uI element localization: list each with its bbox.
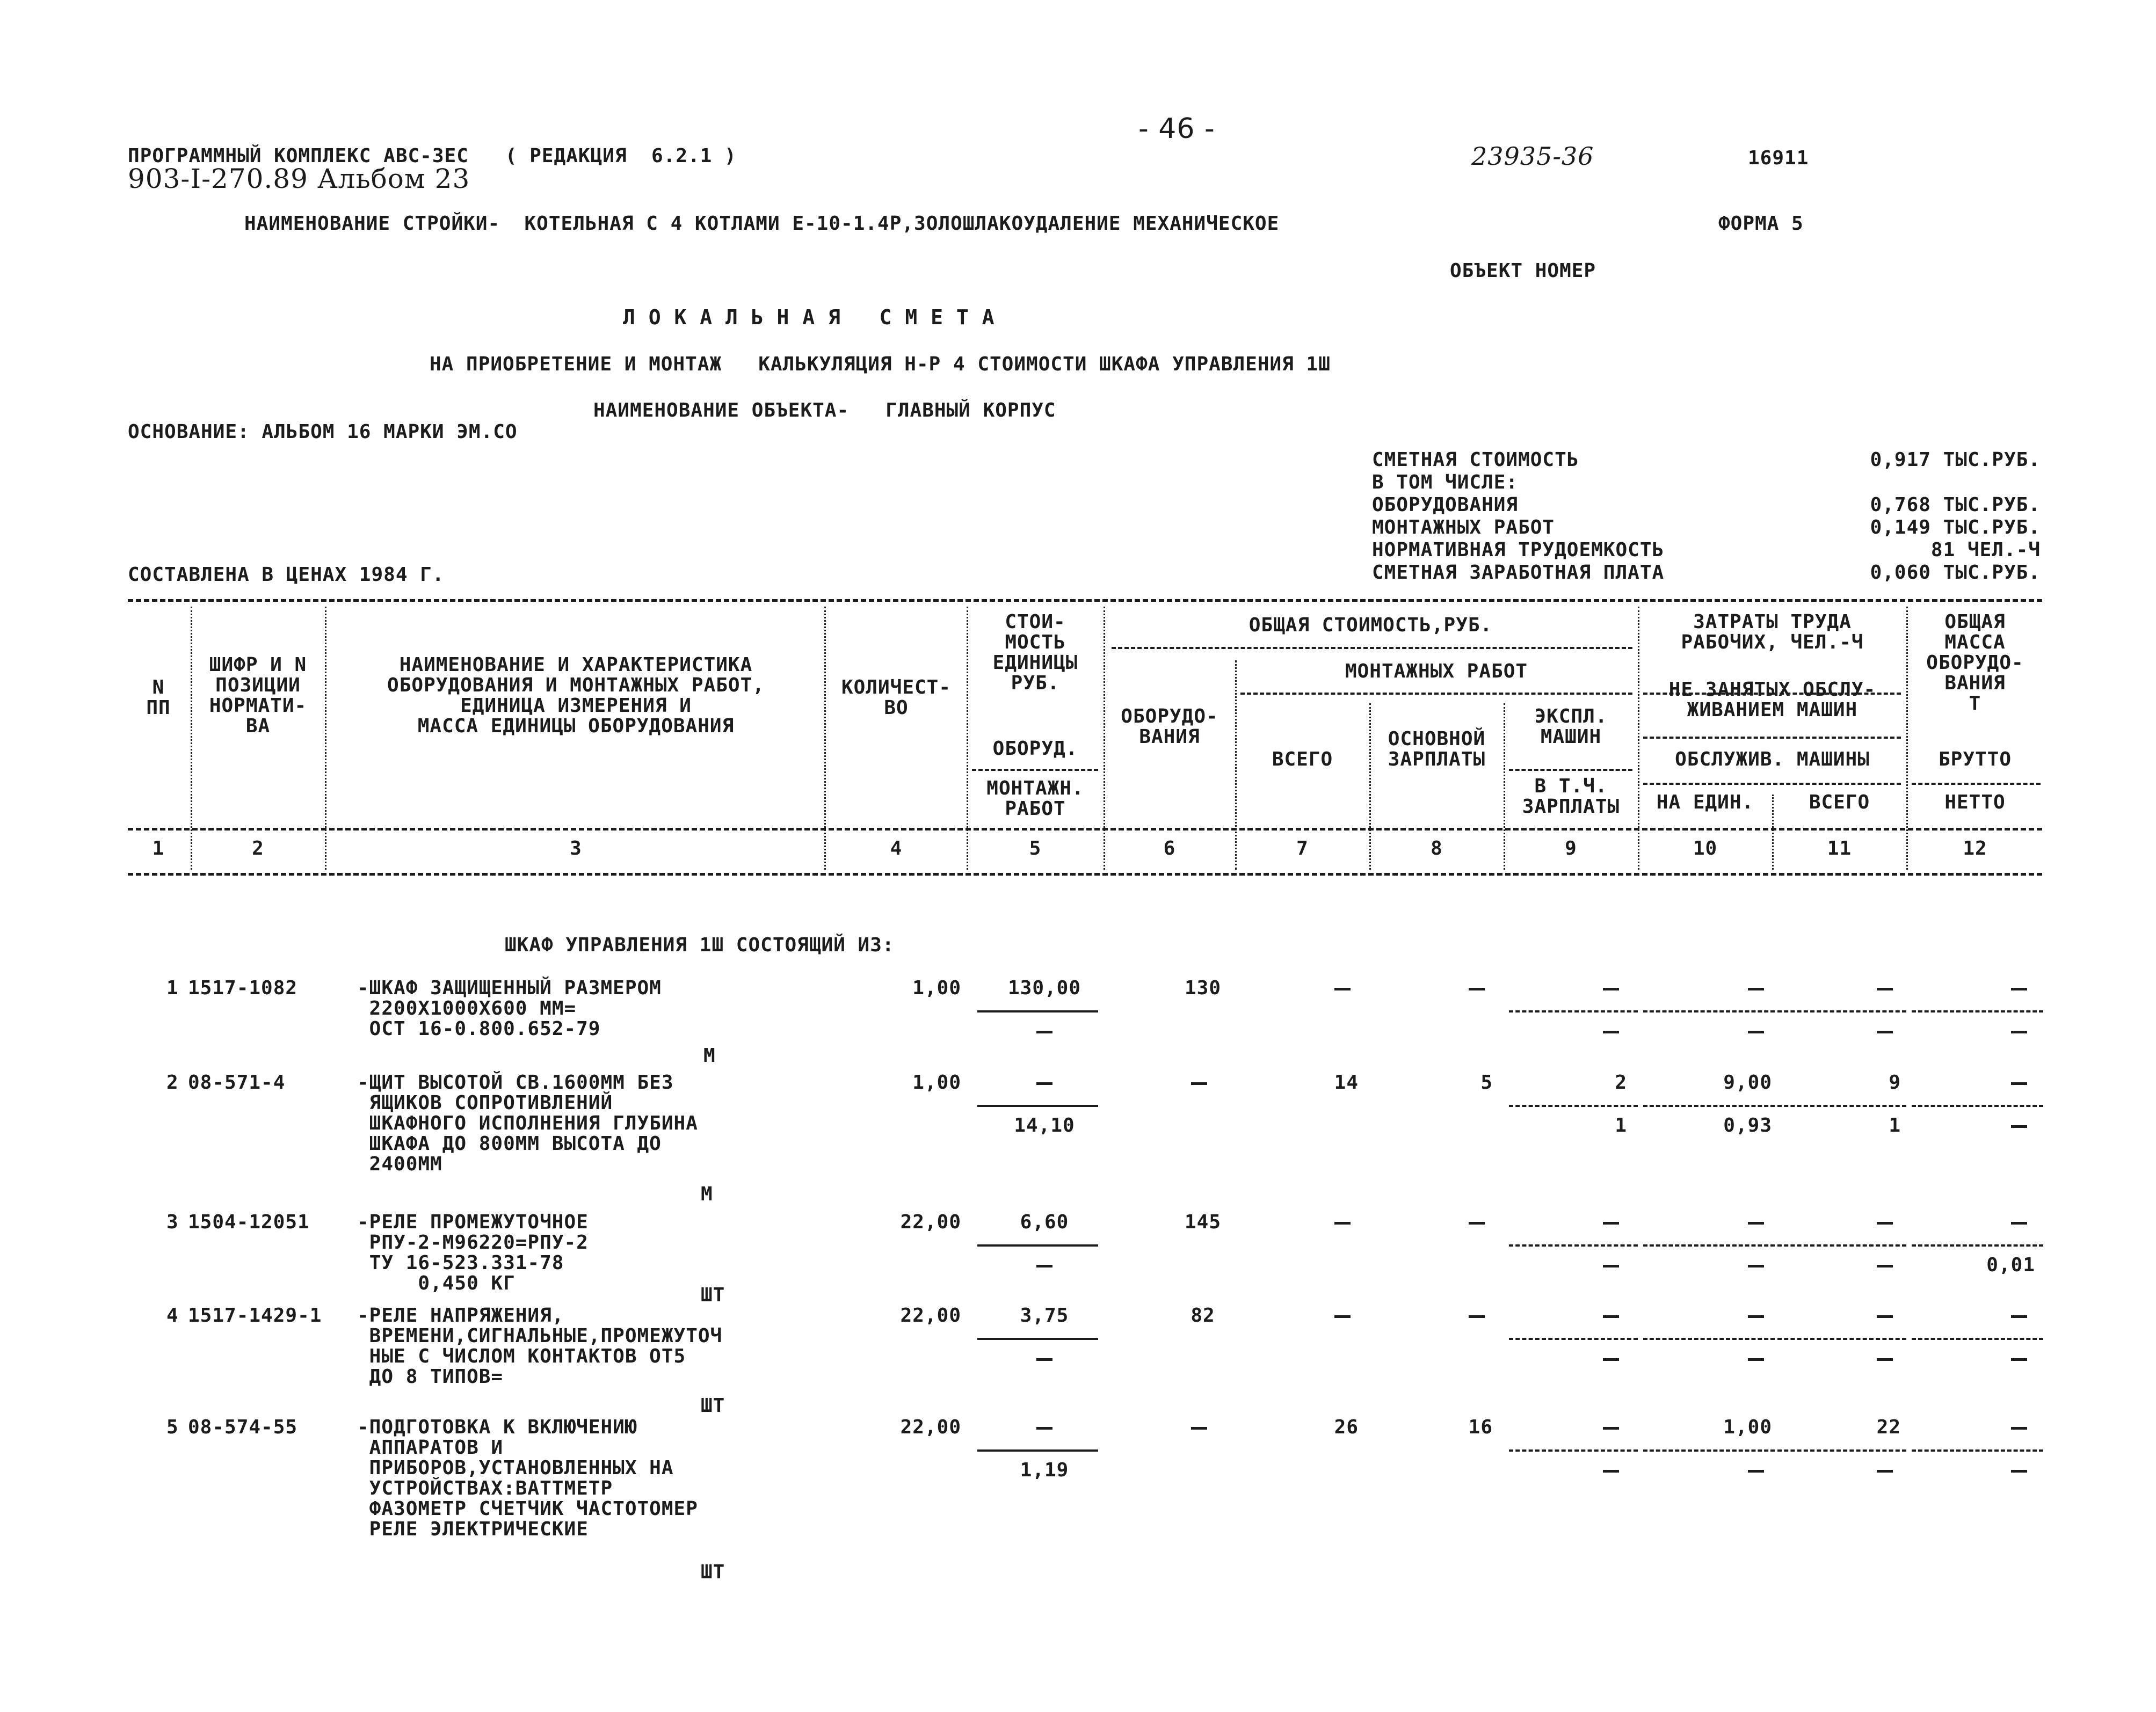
header-group-labor: ЗАТРАТЫ ТРУДА РАБОЧИХ, ЧЕЛ.-Ч (1681, 611, 1864, 653)
row-labor-machine-total-dash (1877, 1358, 1893, 1361)
row-mass-gross-dash (2011, 988, 2027, 990)
subheader-rule (1912, 783, 2041, 785)
row-mass-gross-dash (2011, 1315, 2027, 1318)
col-number: 3 (570, 837, 582, 859)
row-code: 1517-1429-1 (188, 1305, 322, 1327)
row-mass-net-dash (2011, 1125, 2027, 1128)
row-labor-unit-dash (1748, 1315, 1764, 1318)
row-mass-net-dash (2011, 1358, 2027, 1361)
document-title: Л О К А Л Ь Н А Я С М Е Т А (623, 305, 995, 329)
row-labor-machine-unit-dash (1748, 1470, 1764, 1473)
row-mass-gross-dash (2011, 1222, 2027, 1225)
row-description: -РЕЛЕ НАПРЯЖЕНИЯ, ВРЕМЕНИ,СИГНАЛЬНЫЕ,ПРОМЕЖУТОЧ НЫЕ С ЧИСЛОМ КОНТАКТОВ ОТ5 ДО 8 ТИПОВ= (357, 1305, 723, 1388)
row-labor-machine-total-dash (1877, 1031, 1893, 1033)
row-description: -ПОДГОТОВКА К ВКЛЮЧЕНИЮ АППАРАТОВ И ПРИБОРОВ,УСТАНОВЛЕННЫХ НА УСТРОЙСТВАХ:ВАТТМЕТР ФАЗОМЕТР СЧЕТЧИК ЧАСТОТОМЕР РЕЛЕ ЭЛЕКТРИЧЕСКИЕ (357, 1416, 698, 1540)
col-number: 11 (1827, 837, 1852, 859)
row-machine-operation-dash (1603, 1315, 1619, 1318)
row-subdivider (1912, 1449, 2043, 1452)
column-number-rule (128, 873, 2042, 876)
row-labor-machine-total-dash (1877, 1470, 1893, 1473)
row-labor-machine-total-dash (1877, 1265, 1893, 1267)
row-machine-salary: 1 (1615, 1114, 1627, 1137)
object-name: НАИМЕНОВАНИЕ ОБЪЕКТА- ГЛАВНЫЙ КОРПУС (593, 399, 1056, 421)
basis-line: ОСНОВАНИЕ: АЛЬБОМ 16 МАРКИ ЭМ.СО (128, 421, 518, 443)
row-price-divider (977, 1010, 1098, 1012)
page-number: - 46 - (1138, 113, 1215, 145)
program-line: ПРОГРАММНЫЙ КОМПЛЕКС АВС-3ЕС ( РЕДАКЦИЯ 6.2.1 ) (128, 145, 737, 167)
summary-value: 0,060 ТЫС.РУБ. (1870, 562, 2041, 584)
row-price-mounting-dash (1036, 1031, 1052, 1033)
row-labor-unit: 1,00 (1723, 1416, 1772, 1438)
row-machine-salary-dash (1603, 1265, 1619, 1267)
col-number: 2 (252, 837, 264, 859)
row-subdivider (1643, 1010, 1775, 1012)
column-divider (191, 607, 192, 870)
row-price-equipment-dash (1036, 1082, 1052, 1085)
row-mass-net-dash (2011, 1470, 2027, 1473)
subheader-rule (1509, 769, 1632, 771)
subheader-rule (1643, 737, 1901, 739)
row-quantity: 1,00 (912, 1072, 961, 1094)
header-col1: N ПП (146, 676, 171, 719)
header-col5-mid: ОБОРУД. (992, 738, 1078, 760)
header-bottom-rule (128, 828, 2042, 830)
header-col12-top: ОБЩАЯ МАССА ОБОРУДО- ВАНИЯ Т (1926, 611, 2024, 715)
form-label: ФОРМА 5 (1718, 213, 1804, 235)
row-labor-total-dash (1877, 1315, 1893, 1318)
row-price-equipment-dash (1036, 1427, 1052, 1430)
row-subdivider (1509, 1105, 1638, 1107)
row-number: 3 (166, 1211, 179, 1233)
row-machine-salary-dash (1603, 1470, 1619, 1473)
row-labor-total-dash (1877, 1222, 1893, 1225)
header-col11: ВСЕГО (1809, 791, 1870, 813)
row-labor-machine-total: 1 (1889, 1114, 1901, 1137)
row-equipment-cost: 145 (1184, 1211, 1222, 1233)
row-price-equipment: 6,60 (1020, 1211, 1069, 1233)
row-equipment-cost: 82 (1190, 1305, 1215, 1327)
row-unit: ШТ (701, 1395, 725, 1417)
row-description: -ЩИТ ВЫСОТОЙ СВ.1600ММ БЕЗ ЯЩИКОВ СОПРОТИВЛЕНИЙ ШКАФНОГО ИСПОЛНЕНИЯ ГЛУБИНА ШКАФА ДО 800ММ ВЫСОТА ДО 2400ММ (357, 1072, 698, 1175)
row-subdivider (1643, 1338, 1775, 1340)
header-col5-top: СТОИ- МОСТЬ ЕДИНИЦЫ РУБ. (992, 611, 1078, 694)
row-unit: ШТ (701, 1284, 725, 1306)
row-price-divider (977, 1244, 1098, 1247)
row-base-salary: 5 (1480, 1072, 1493, 1094)
row-labor-machine-unit-dash (1748, 1031, 1764, 1033)
summary-value: 0,149 ТЫС.РУБ. (1870, 516, 2041, 538)
summary-value: 0,917 ТЫС.РУБ. (1870, 449, 2041, 471)
row-subdivider (1777, 1105, 1906, 1107)
row-subdivider (1509, 1010, 1638, 1012)
row-subdivider (1777, 1244, 1906, 1247)
document-subtitle: НА ПРИОБРЕТЕНИЕ И МОНТАЖ КАЛЬКУЛЯЦИЯ Н-Р 4 СТОИМОСТИ ШКАФА УПРАВЛЕНИЯ 1Ш (430, 353, 1331, 375)
header-labor-sub: НЕ ЗАНЯТЫХ ОБСЛУ- ЖИВАНИЕМ МАШИН (1668, 679, 1876, 721)
row-subdivider (1912, 1338, 2043, 1340)
row-mounting-total-dash (1334, 1315, 1351, 1318)
row-base-salary-dash (1469, 1222, 1485, 1225)
row-equipment-dash (1191, 1427, 1207, 1430)
subheader-rule (972, 769, 1098, 771)
subheader-rule (1112, 647, 1632, 649)
row-price-divider (977, 1338, 1098, 1340)
row-labor-machine-unit-dash (1748, 1265, 1764, 1267)
header-col8: ОСНОВНОЙ ЗАРПЛАТЫ (1388, 728, 1486, 770)
row-base-salary-dash (1469, 1315, 1485, 1318)
row-subdivider (1643, 1244, 1775, 1247)
row-labor-machine-unit-dash (1748, 1358, 1764, 1361)
col-number: 12 (1963, 837, 1987, 859)
summary-label: СМЕТНАЯ ЗАРАБОТНАЯ ПЛАТА (1372, 562, 1665, 584)
row-labor-total-dash (1877, 988, 1893, 990)
col-number: 9 (1565, 837, 1577, 859)
col-number: 10 (1693, 837, 1718, 859)
doc-code: 16911 (1748, 147, 1809, 169)
subheader-rule (1240, 693, 1632, 695)
row-subdivider (1643, 1105, 1775, 1107)
row-subdivider (1509, 1244, 1638, 1247)
compiled-line: СОСТАВЛЕНА В ЦЕНАХ 1984 Г. (128, 564, 445, 586)
row-mass-gross-dash (2011, 1427, 2027, 1430)
header-col2: ШИФР И N ПОЗИЦИИ НОРМАТИ- ВА (209, 654, 307, 737)
header-col10: НА ЕДИН. (1656, 791, 1754, 813)
table-top-rule (128, 599, 2042, 602)
subheader-rule (1643, 783, 1901, 785)
summary-label: МОНТАЖНЫХ РАБОТ (1372, 516, 1555, 538)
row-quantity: 22,00 (900, 1305, 961, 1327)
row-subdivider (1912, 1244, 2043, 1247)
row-number: 5 (166, 1416, 179, 1438)
header-col9-bot: В Т.Ч. ЗАРПЛАТЫ (1522, 775, 1620, 818)
header-col7: ВСЕГО (1272, 748, 1333, 770)
row-subdivider (1509, 1338, 1638, 1340)
col-number: 8 (1431, 837, 1443, 859)
row-quantity: 22,00 (900, 1211, 961, 1233)
row-equipment-cost: 130 (1184, 977, 1222, 999)
header-col9-top: ЭКСПЛ. МАШИН (1534, 705, 1608, 748)
row-price-equipment: 3,75 (1020, 1305, 1069, 1327)
row-mass-gross-dash (2011, 1082, 2027, 1085)
header-col3: НАИМЕНОВАНИЕ И ХАРАКТЕРИСТИКА ОБОРУДОВАНИЯ И МОНТАЖНЫХ РАБОТ, ЕДИНИЦА ИЗМЕРЕНИЯ И МАССА ЕДИНИЦЫ ОБОРУДОВАНИЯ (387, 654, 765, 737)
row-subdivider (1912, 1105, 2043, 1107)
col-number: 5 (1029, 837, 1042, 859)
row-mounting-total: 14 (1334, 1072, 1359, 1094)
summary-label: ОБОРУДОВАНИЯ (1372, 494, 1519, 516)
row-number: 2 (166, 1072, 179, 1094)
row-machine-operation: 2 (1615, 1072, 1627, 1094)
row-machine-salary-dash (1603, 1358, 1619, 1361)
col-number: 6 (1163, 837, 1176, 859)
row-price-mounting-dash (1036, 1358, 1052, 1361)
row-subdivider (1509, 1449, 1638, 1452)
row-labor-total: 22 (1876, 1416, 1901, 1438)
row-description: -ШКАФ ЗАЩИЩЕННЫЙ РАЗМЕРОМ 2200Х1000Х600 ММ= ОСТ 16-0.800.652-79 (357, 977, 662, 1040)
row-description: -РЕЛЕ ПРОМЕЖУТОЧНОЕ РПУ-2-М96220=РПУ-2 ТУ 16-523.331-78 0,450 КГ (357, 1211, 589, 1294)
row-unit: М (703, 1045, 716, 1067)
summary-label: СМЕТНАЯ СТОИМОСТЬ (1372, 449, 1579, 471)
row-quantity: 1,00 (912, 977, 961, 999)
column-divider (824, 607, 826, 870)
row-labor-unit-dash (1748, 1222, 1764, 1225)
row-code: 08-571-4 (188, 1072, 286, 1094)
row-machine-operation-dash (1603, 988, 1619, 990)
row-base-salary-dash (1469, 988, 1485, 990)
col-number: 1 (152, 837, 165, 859)
row-mass-net: 0,01 (1986, 1254, 2035, 1276)
section-title: ШКАФ УПРАВЛЕНИЯ 1Ш СОСТОЯЩИЙ ИЗ: (505, 934, 895, 956)
row-labor-machine-unit: 0,93 (1723, 1114, 1772, 1137)
header-col4: КОЛИЧЕСТ- ВО (841, 676, 952, 719)
row-equipment-dash (1191, 1082, 1207, 1085)
summary-value: 0,768 ТЫС.РУБ. (1870, 494, 2041, 516)
row-price-equipment: 130,00 (1007, 977, 1081, 999)
summary-label: В ТОМ ЧИСЛЕ: (1372, 471, 1519, 493)
construction-line: НАИМЕНОВАНИЕ СТРОЙКИ- КОТЕЛЬНАЯ С 4 КОТЛАМИ Е-10-1.4Р,ЗОЛОШЛАКОУДАЛЕНИЕ МЕХАНИЧЕСКОЕ (244, 213, 1280, 235)
row-base-salary: 16 (1468, 1416, 1493, 1438)
object-label: ОБЪЕКТ НОМЕР (1450, 260, 1596, 282)
column-divider (325, 607, 326, 870)
row-code: 08-574-55 (188, 1416, 298, 1438)
header-col6: ОБОРУДО- ВАНИЯ (1121, 705, 1218, 748)
row-subdivider (1777, 1010, 1906, 1012)
row-number: 4 (166, 1305, 179, 1327)
row-mounting-total: 26 (1334, 1416, 1359, 1438)
header-labor-sub2: ОБСЛУЖИВ. МАШИНЫ (1675, 748, 1870, 770)
row-labor-total: 9 (1889, 1072, 1901, 1094)
row-price-mounting: 14,10 (1014, 1114, 1075, 1137)
row-code: 1517-1082 (188, 977, 298, 999)
row-machine-operation-dash (1603, 1427, 1619, 1430)
row-price-divider (977, 1449, 1098, 1452)
row-code: 1504-12051 (188, 1211, 310, 1233)
row-quantity: 22,00 (900, 1416, 961, 1438)
row-subdivider (1643, 1449, 1775, 1452)
row-machine-operation-dash (1603, 1222, 1619, 1225)
header-col5-bot: МОНТАЖН. РАБОТ (986, 777, 1084, 820)
row-price-mounting-dash (1036, 1265, 1052, 1267)
row-unit: ШТ (701, 1561, 725, 1583)
row-labor-unit: 9,00 (1723, 1072, 1772, 1094)
header-group-mont: МОНТАЖНЫХ РАБОТ (1345, 660, 1528, 682)
row-mounting-total-dash (1334, 1222, 1351, 1225)
row-subdivider (1777, 1338, 1906, 1340)
row-mounting-total-dash (1334, 988, 1351, 990)
row-machine-salary-dash (1603, 1031, 1619, 1033)
col-number: 7 (1296, 837, 1309, 859)
row-price-divider (977, 1105, 1098, 1107)
col-number: 4 (890, 837, 903, 859)
header-col12-bot: НЕТТО (1944, 791, 2006, 813)
row-mass-net-dash (2011, 1031, 2027, 1033)
album-line: 903-I-270.89 Альбом 23 (128, 163, 470, 194)
header-col12-mid: БРУТТО (1938, 748, 2012, 770)
summary-label: НОРМАТИВНАЯ ТРУДОЕМКОСТЬ (1372, 539, 1665, 561)
header-group-total: ОБЩАЯ СТОИМОСТЬ,РУБ. (1248, 614, 1493, 636)
row-unit: М (701, 1183, 713, 1205)
row-number: 1 (166, 977, 179, 999)
doc-number: 23935-36 (1471, 142, 1594, 171)
row-subdivider (1777, 1449, 1906, 1452)
summary-value: 81 ЧЕЛ.-Ч (1930, 539, 2041, 561)
row-price-mounting: 1,19 (1020, 1459, 1069, 1481)
row-subdivider (1912, 1010, 2043, 1012)
row-labor-unit-dash (1748, 988, 1764, 990)
